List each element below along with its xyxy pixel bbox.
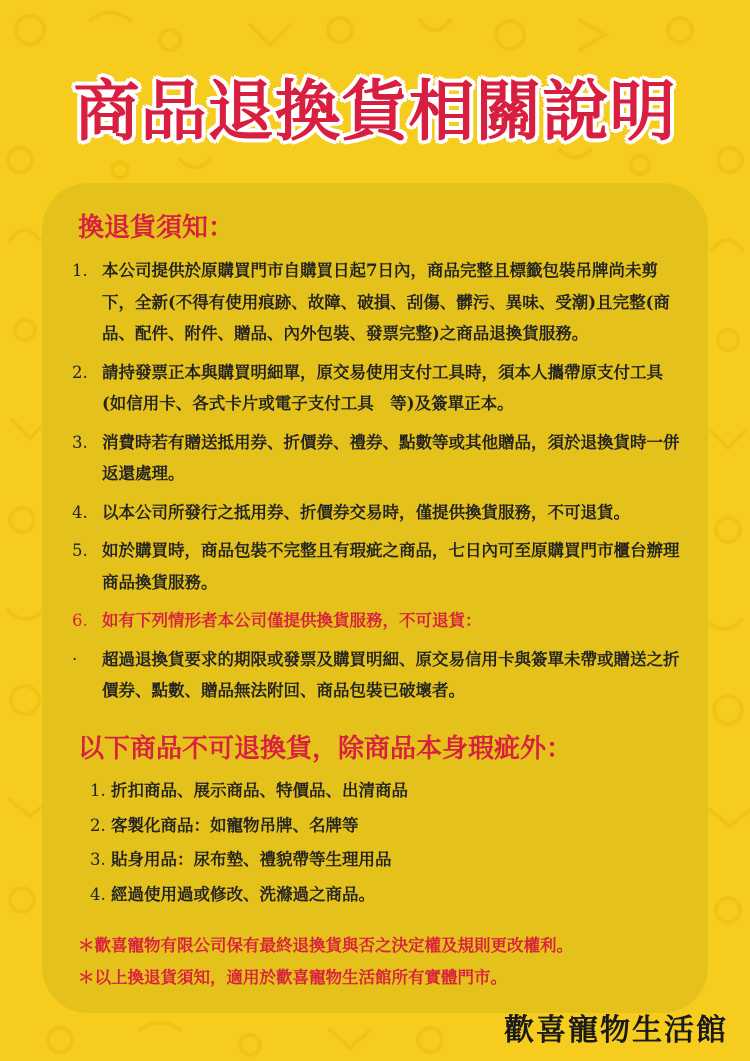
list-item — [90, 843, 650, 878]
rule-text: 超過退換貨要求的期限或發票及購買明細、原交易信用卡與簽單未帶或贈送之折價券、點數、贈品無法附回、商品包裝已破壞者。 — [102, 649, 680, 700]
rule-number: 6. — [72, 611, 88, 630]
item-number: 1. — [90, 781, 106, 800]
item-text: 貼身用品：尿布墊、禮貌帶等生理用品 — [111, 850, 392, 869]
rule-number: 2. — [72, 362, 88, 382]
non-returnable-list — [90, 774, 650, 912]
rule-item-bullet — [72, 644, 682, 707]
item-number: 3. — [90, 850, 106, 869]
rule-item — [72, 357, 682, 420]
page-title: 商品退換貨相關說明 — [73, 73, 677, 150]
item-number: 4. — [90, 884, 106, 904]
rule-item-highlight — [72, 605, 682, 637]
rule-number: 1. — [72, 261, 88, 280]
list-item — [90, 878, 650, 913]
rule-item — [72, 535, 682, 598]
rule-text: 以本公司所發行之抵用券、折價券交易時，僅提供換貨服務，不可退貨。 — [102, 502, 630, 522]
rule-number: 3. — [72, 432, 88, 452]
return-rules-list — [72, 255, 682, 714]
bullet-icon: ‧ — [72, 649, 78, 669]
item-number: 2. — [90, 815, 106, 835]
rule-item — [72, 427, 682, 490]
item-text: 經過使用過或修改、洗滌過之商品。 — [111, 884, 375, 904]
rule-text: 請持發票正本與購買明細單，原交易使用支付工具時，須本人攜帶原支付工具(如信用卡、各式卡片或電子支付工具 等)及簽單正本。 — [102, 362, 663, 413]
item-text: 折扣商品、展示商品、特價品、出清商品 — [111, 781, 408, 800]
list-item — [90, 774, 650, 809]
return-rules-heading: 換退貨須知： — [78, 213, 235, 243]
item-text: 客製化商品：如寵物吊牌、名牌等 — [111, 815, 359, 835]
rule-number: 4. — [72, 502, 88, 522]
footnotes — [78, 930, 688, 994]
brand-name: 歡喜寵物生活館 — [504, 1013, 728, 1048]
list-item — [90, 809, 650, 844]
footnote: ＊以上換退貨須知，適用於歡喜寵物生活館所有實體門市。 — [78, 968, 507, 987]
rule-text: 如於購買時，商品包裝不完整且有瑕疵之商品，七日內可至原購買門市櫃台辦理商品換貨服務。 — [102, 541, 680, 592]
rule-number: 5. — [72, 541, 88, 560]
footnote: ＊歡喜寵物有限公司保有最終退換貨與否之決定權及規則更改權利。 — [78, 936, 573, 955]
rule-text: 如有下列情形者本公司僅提供換貨服務，不可退貨： — [102, 611, 482, 630]
rule-text: 本公司提供於原購買門市自購買日起7日內，商品完整且標籤包裝吊牌尚未剪下，全新(不得有使用痕跡、故障、破損、刮傷、髒污、異味、受潮)且完整(商品、配件、附件、贈品、內外包裝、發票完整)之商品退換貨服務。 — [102, 261, 670, 343]
rule-item — [72, 255, 682, 350]
rule-text: 消費時若有贈送抵用券、折價券、禮券、點數等或其他贈品，須於退換貨時一併返還處理。 — [102, 432, 680, 483]
non-returnable-heading: 以下商品不可退換貨，除商品本身瑕疵外： — [78, 734, 573, 764]
rule-item — [72, 497, 682, 529]
